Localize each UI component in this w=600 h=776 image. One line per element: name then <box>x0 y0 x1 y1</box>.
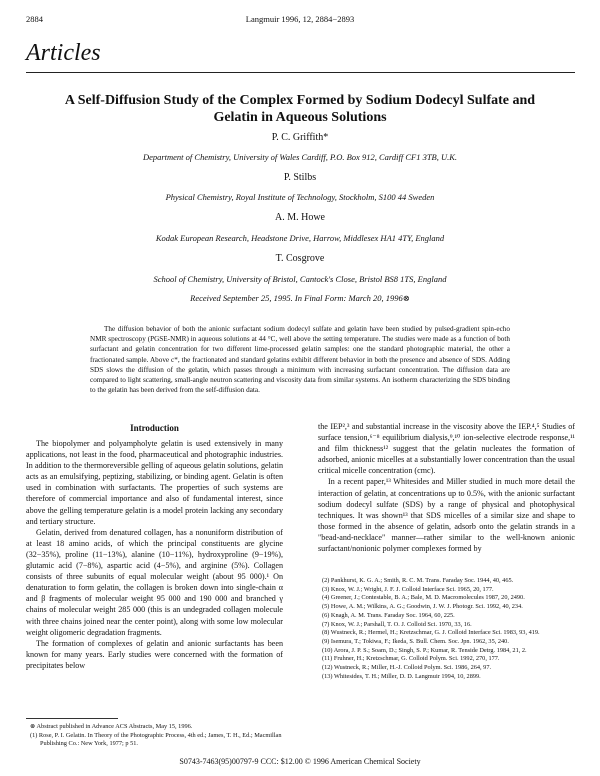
reference-list <box>318 577 575 681</box>
body-paragraph: The biopolymer and polyampholyte gelatin is used extensively in many applications, not least in the food, pharmaceutical and photographic industries. In addition to the thermoreversible gelling of aqueous gelatin solutions, gelatin acts as an emulsifying, peptizing, stabilizing, or binding agent. Gelatin is often used in combination with surfactants. The properties of such systems are therefore of commercial importance and also of fundamental interest, since above the gelling temperature gelatin is a model protein lacking any secondary and tertiary structure. <box>26 439 283 526</box>
reference-item: (6) Knagh, A. M. Trans. Faraday Soc. 1964, 60, 225. <box>322 611 455 619</box>
introduction-heading: Introduction <box>130 423 179 433</box>
reference-item: (2) Pankhurst, K. G. A.; Smith, R. C. M. Trans. Faraday Soc. 1944, 40, 465. <box>322 577 514 584</box>
body-paragraph: Gelatin, derived from denatured collagen, has a nonuniform distribution of at least 18 amino acids, of which the principal constituents are glycine (32−35%), proline (11−13%), alanine (10−11%), hydroxyproline (9−19%), glutamic acid (7−8%), aspartic acid (4−5%), and arginine (5%). Collagen consists of three subunits of equal molecular weight (about 95 000).¹ On denaturation to form gelatin, the collagen is broken down into single-chain α and β fragments of molecular weight 95 000 and 190 000 and branched γ chains of molecular weight 285 000 (this is an undegraded collagen molecule with three chains joined near the center point), along with some low molecular weight oligomeric degradation fragments. <box>26 527 283 637</box>
abstract: The diffusion behavior of both the anionic surfactant sodium dodecyl sulfate and gelatin have been studied by pulsed-gradient spin-echo NMR spectroscopy (PGSE-NMR) in aqueous solutions at 44 °C, well above the setting temperature. The studies were made as a function of both surfactant and gelatin concentration for two different lime-processed gelatin samples: one the standard photographic material, the other a fractionated sample. Above c*, the fractionated and standard gelatins exhibit different behavior in both the presence and absence of SDS. Adding SDS slows the diffusion of the gelatin, which passes through a minimum with increasing surfactant concentration. The diffusion data are compared to light scattering, small-angle neutron scattering and viscosity data from similar systems. An isotherm characterizing the SDS binding to the gelatin has been derived from the self-diffusion data. <box>90 325 510 395</box>
author-affiliation: Physical Chemistry, Royal Institute of Technology, Stockholm, S100 44 Sweden <box>165 192 435 202</box>
footnote: ⊗ Abstract published in Advance ACS Abstracts, May 15, 1996. <box>30 723 193 730</box>
author-name: A. M. Howe <box>275 212 325 223</box>
reference-item: (10) Arora, J. P. S.; Soam, D.; Singh, S. P.; Kumar, R. Tenside Detrg. 1984, 21, 2. <box>322 646 527 654</box>
reference-item: (8) Wustneck, R.; Hermel, H.; Kretzschmar, G. J. Colloid Interface Sci. 1983, 93, 419. <box>322 629 540 637</box>
author-affiliation: Kodak European Research, Headstone Drive, Harrow, Middlesex HA1 4TY, England <box>155 233 445 243</box>
body-paragraph: the IEP²,³ and substantial increase in the viscosity above the IEP.⁴,⁵ Studies of surface tension,⁶⁻⁸ equilibrium dialysis,⁹,¹⁰ ion-selective electrode response,¹¹ and film thickness¹² suggest that the gelatin nucleates the formation of adsorbed, anionic micelles at a substantially lower concentration than the usual critical micelle concentration (cmc). <box>318 422 575 476</box>
body-paragraph: In a recent paper,¹³ Whitesides and Miller studied in much more detail the interaction of gelatin, at concentrations up to 0.5%, with the anionic surfactant sodium dodecyl sulfate (SDS) by a range of physical and photophysical techniques. It was shown¹³ that SDS micelles of a similar size and shape to those formed in the absence of gelatin, adsorb onto the gelatin strands in a "bead-and-necklace" manner—rather similar to the well-known anionic surfactant/nonionic polymer complexes formed by <box>318 477 575 554</box>
received-dates: Received September 25, 1995. In Final Form: March 20, 1996⊗ <box>190 293 410 303</box>
body-paragraph: The formation of complexes of gelatin and anionic surfactants has been known for many years. Early studies were concerned with the formation of precipitates below <box>26 638 283 670</box>
page-number: 2884 <box>26 14 43 24</box>
reference-item: (7) Knox, W. J.; Parshall, T. O. J. Colloid Sci. 1970, 33, 16. <box>322 620 472 628</box>
reference-item: (5) Howe, A. M.; Wilkins, A. G.; Goodwin, J. W. J. Photogr. Sci. 1992, 40, 234. <box>322 603 523 611</box>
reference-item: (11) Fruhner, H.; Kretzschmar, G. Colloid Polym. Sci. 1992, 270, 177. <box>322 655 500 663</box>
author-name: P. C. Griffith* <box>271 132 329 143</box>
reference-item: (3) Knox, W. J.; Wright, J. F. J. Colloid Interface Sci. 1965, 20, 177. <box>322 585 494 593</box>
left-column <box>26 438 283 671</box>
footnote-rule <box>26 718 118 719</box>
reference-item: (12) Wustneck, R.; Miller, H.-J. Colloid Polym. Sci. 1986, 264, 97. <box>322 664 492 672</box>
footnote: (1) Rose, P. I. Gelatin. In Theory of the Photographic Process, 4th ed.; James, T. H., Ed.; Macmillan Publishing Co.: New York, 1977; p 51. <box>30 731 282 748</box>
article-title: A Self-Diffusion Study of the Complex Formed by Sodium Dodecyl Sulfate and Gelatin in Aqueous Solutions <box>64 93 536 125</box>
author-name: T. Cosgrove <box>275 253 325 264</box>
footnotes <box>26 718 283 749</box>
reference-item: (4) Greener, J.; Contestable, B. A.; Bale, M. D. Macromolecules 1987, 20, 2490. <box>322 594 525 602</box>
author-affiliation: School of Chemistry, University of Bristol, Cantock's Close, Bristol BS8 1TS, England <box>153 274 447 284</box>
author-name: P. Stilbs <box>283 172 317 183</box>
section-heading: Articles <box>26 40 101 66</box>
journal-citation: Langmuir 1996, 12, 2884−2893 <box>245 14 355 24</box>
author-affiliation: Department of Chemistry, University of Wales Cardiff, P.O. Box 912, Cardiff CF1 3TB, U.K. <box>142 152 458 162</box>
header-rule <box>26 72 575 73</box>
reference-item: (9) Isemura, T.; Tokiwa, F.; Ikeda, S. Bull. Chem. Soc. Jpn. 1962, 35, 240. <box>322 637 509 645</box>
page-footer: S0743-7463(95)00797-9 CCC: $12.00 © 1996 American Chemical Society <box>179 757 421 766</box>
right-column <box>318 421 575 554</box>
reference-item: (13) Whitesides, T. H.; Miller, D. D. Langmuir 1994, 10, 2899. <box>322 672 481 680</box>
